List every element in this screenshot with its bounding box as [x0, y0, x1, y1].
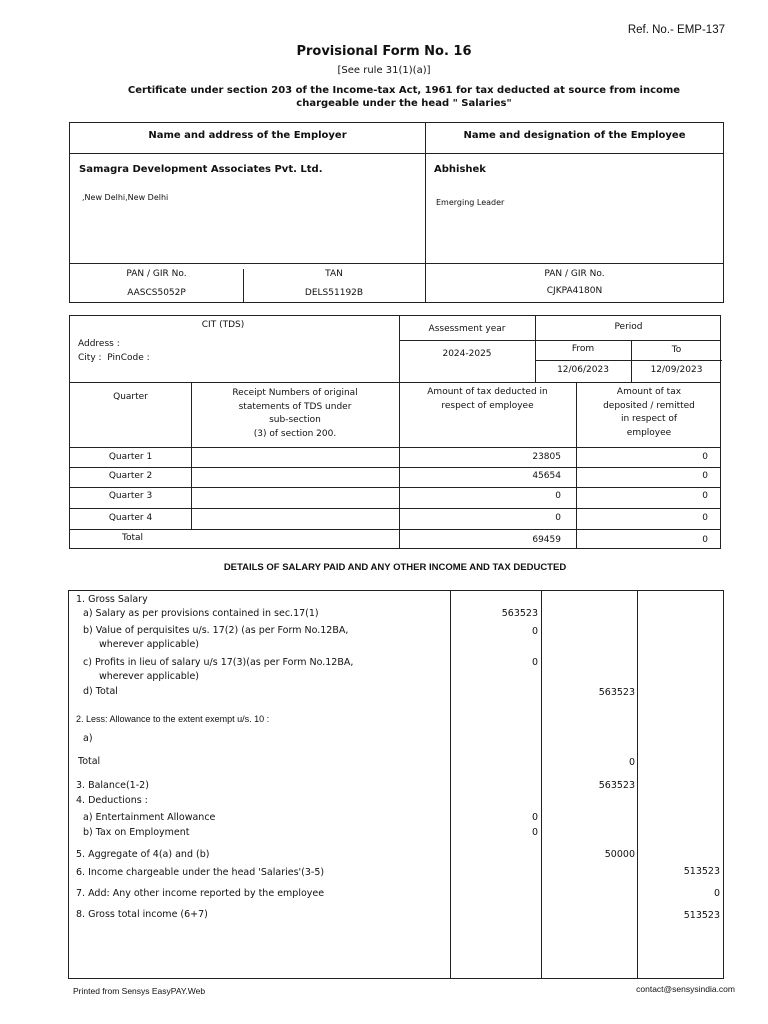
allowance-total-label: Total	[78, 756, 101, 767]
cit-city-label: City :	[78, 353, 102, 363]
period-from-label: From	[571, 344, 595, 354]
employer-header: Name and address of the Employer	[148, 130, 347, 141]
deposited-cell: 0	[702, 513, 708, 523]
quarter-column-header: Quarter	[113, 392, 148, 402]
employer-name: Samagra Development Associates Pvt. Ltd.	[79, 164, 323, 175]
total-deducted: 69459	[532, 535, 561, 545]
salary-details-heading: DETAILS OF SALARY PAID AND ANY OTHER INCOME AND TAX DEDUCTED	[223, 562, 567, 573]
employer-employee-table	[69, 122, 724, 303]
quarter-cell: Quarter 4	[108, 513, 153, 523]
gross-total-label: d) Total	[83, 686, 118, 697]
perquisites-label-line-2: wherever applicable)	[99, 638, 199, 650]
table-row	[70, 447, 722, 467]
deductions-label: 4. Deductions :	[76, 795, 148, 806]
certificate-line-2: chargeable under the head " Salaries"	[296, 98, 512, 109]
deducted-cell: 0	[555, 491, 561, 501]
certificate-description	[120, 84, 688, 110]
profits-label-line-1: c) Profits in lieu of salary u/s 17(3)(as per Form No.12BA,	[83, 657, 354, 668]
form-title: Provisional Form No. 16	[296, 44, 472, 59]
employer-tan: DELS51192B	[304, 288, 364, 298]
deposited-header-line: in respect of	[620, 414, 678, 424]
deducted-header-line: Amount of tax deducted in	[427, 387, 548, 397]
deposited-header-line: deposited / remitted	[603, 400, 695, 411]
entertainment-allowance-label: a) Entertainment Allowance	[83, 812, 216, 823]
aggregate-label: 5. Aggregate of 4(a) and (b)	[76, 849, 210, 860]
table-row	[70, 487, 722, 508]
deposited-cell: 0	[702, 471, 708, 481]
employer-pan: AASCS5052P	[127, 288, 186, 298]
assessment-year-label: Assessment year	[428, 324, 506, 334]
balance-label: 3. Balance(1-2)	[76, 780, 149, 791]
cit-address-label: Address :	[78, 339, 120, 349]
quarter-cell: Quarter 3	[108, 491, 153, 501]
gross-total-income-value: 513523	[683, 910, 720, 921]
cit-tds-label: CIT (TDS)	[201, 320, 245, 330]
total-row	[70, 529, 722, 549]
balance-value: 563523	[598, 780, 635, 791]
profits-label	[83, 656, 353, 683]
salary-details-table	[68, 590, 724, 979]
gross-total-income-label: 8. Gross total income (6+7)	[76, 909, 208, 920]
deducted-cell: 0	[555, 513, 561, 523]
cit-quarter-table	[69, 315, 721, 549]
income-chargeable-value: 513523	[683, 866, 720, 877]
other-income-label: 7. Add: Any other income reported by the employee	[76, 888, 325, 899]
deposited-cell: 0	[702, 452, 708, 462]
printed-from: Printed from Sensys EasyPAY.Web	[73, 986, 206, 996]
aggregate-value: 50000	[604, 849, 635, 860]
gross-salary-label: 1. Gross Salary	[76, 594, 148, 605]
deducted-cell: 45654	[532, 471, 561, 481]
receipt-header-line: Receipt Numbers of original	[232, 388, 358, 398]
employee-pan: CJKPA4180N	[546, 286, 603, 296]
receipt-column-header	[191, 387, 399, 441]
profits-label-line-2: wherever applicable)	[99, 670, 199, 682]
reference-number: Ref. No.- EMP-137	[627, 24, 725, 36]
perquisites-label	[83, 624, 348, 651]
table-row	[70, 467, 722, 487]
tax-on-employment-value: 0	[531, 827, 538, 838]
employee-designation: Emerging Leader	[436, 198, 505, 207]
quarter-cell: Quarter 1	[108, 452, 153, 462]
entertainment-allowance-value: 0	[531, 812, 538, 823]
deducted-cell: 23805	[532, 452, 561, 462]
assessment-year: 2024-2025	[442, 349, 492, 359]
employer-pan-label: PAN / GIR No.	[126, 269, 187, 279]
deducted-column-header	[399, 386, 576, 413]
gross-total-value: 563523	[598, 687, 635, 698]
less-allowance-a: a)	[83, 733, 93, 744]
income-chargeable-label: 6. Income chargeable under the head 'Salaries'(3-5)	[76, 867, 325, 878]
profits-value: 0	[531, 657, 538, 668]
allowance-total-value: 0	[628, 757, 635, 768]
employee-header: Name and designation of the Employee	[463, 130, 686, 141]
total-label: Total	[121, 533, 144, 543]
deducted-header-line: respect of employee	[441, 400, 534, 411]
cit-city-pincode	[78, 353, 150, 363]
tax-on-employment-label: b) Tax on Employment	[83, 827, 190, 838]
rule-reference: [See rule 31(1)(a)]	[337, 65, 431, 76]
employer-address: ,New Delhi,New Delhi	[82, 193, 169, 202]
deposited-header-line: employee	[626, 427, 672, 438]
period-from: 12/06/2023	[557, 365, 609, 375]
other-income-value: 0	[713, 888, 720, 899]
cit-pincode-label: PinCode :	[107, 353, 150, 363]
receipt-header-line: sub-section	[269, 415, 321, 425]
perquisites-label-line-1: b) Value of perquisites u/s. 17(2) (as per Form No.12BA,	[83, 625, 349, 636]
employee-pan-label: PAN / GIR No.	[544, 269, 605, 279]
deposited-cell: 0	[702, 491, 708, 501]
employee-name: Abhishek	[434, 164, 486, 175]
deposited-header-line: Amount of tax	[616, 387, 682, 397]
period-to-label: To	[671, 345, 682, 355]
certificate-line-1: Certificate under section 203 of the Income-tax Act, 1961 for tax deducted at source from income	[127, 85, 681, 96]
period-label: Period	[614, 322, 643, 332]
period-to: 12/09/2023	[650, 365, 703, 375]
total-deposited: 0	[702, 535, 708, 545]
quarter-cell: Quarter 2	[108, 471, 153, 481]
less-allowance-label: 2. Less: Allowance to the extent exempt u/s. 10 :	[76, 714, 270, 724]
receipt-header-line: statements of TDS under	[238, 401, 352, 412]
salary-17-1-value: 563523	[501, 608, 538, 619]
table-row	[70, 508, 722, 529]
deposited-column-header	[576, 386, 722, 440]
salary-17-1-label: a) Salary as per provisions contained in sec.17(1)	[83, 608, 319, 619]
contact-email[interactable]: contact@sensysindia.com	[636, 984, 735, 994]
perquisites-value: 0	[531, 626, 538, 637]
employer-tan-label: TAN	[325, 269, 343, 279]
receipt-header-line: (3) of section 200.	[253, 428, 337, 439]
